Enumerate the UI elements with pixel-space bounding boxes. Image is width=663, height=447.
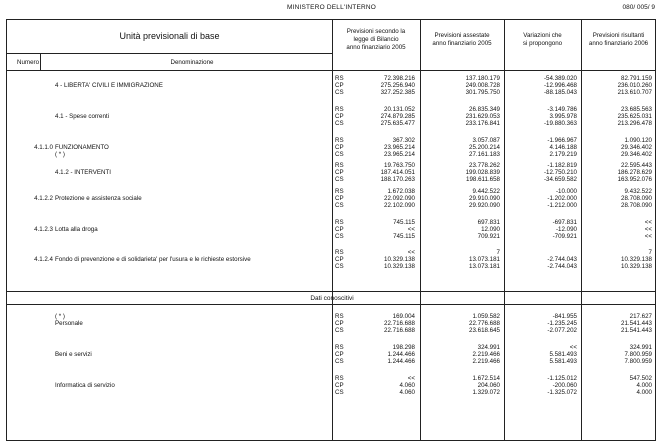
row-type: CS xyxy=(335,151,344,158)
value-cell: -1.202.000 xyxy=(547,195,577,202)
value-cell: 235.625.031 xyxy=(617,113,652,120)
value-cell: 324.991 xyxy=(477,344,500,351)
value-cell: 29.920.090 xyxy=(469,202,500,209)
value-cell: 547.502 xyxy=(629,375,652,382)
row-type: RS xyxy=(335,249,344,256)
row-type: CP xyxy=(335,144,344,151)
value-cell: -709.921 xyxy=(552,233,577,240)
row-type: CS xyxy=(335,89,344,96)
col-header-2: Previsioni assestate anno finanziario 2005 xyxy=(432,32,492,47)
value-cell: << xyxy=(644,233,652,240)
row-denominazione: ( * ) xyxy=(55,151,65,158)
value-cell: 23.618.645 xyxy=(469,327,500,334)
row-type: RS xyxy=(335,344,344,351)
value-cell: 3.057.087 xyxy=(472,137,500,144)
row-type: CP xyxy=(335,226,344,233)
value-cell: 367.302 xyxy=(392,137,415,144)
dati-conoscitivi-title: Dati conoscitivi xyxy=(310,295,354,302)
row-code: 4.1.2.4 xyxy=(34,256,53,263)
value-cell: 21.541.443 xyxy=(621,327,652,334)
value-cell: -1.966.967 xyxy=(547,137,577,144)
value-cell: -1.235.245 xyxy=(547,320,577,327)
value-cell: 22.102.090 xyxy=(384,202,415,209)
value-cell: 19.763.750 xyxy=(384,162,415,169)
value-cell: -34.659.582 xyxy=(543,176,577,183)
row-denominazione: Beni e servizi xyxy=(55,351,92,358)
value-cell: 10.329.138 xyxy=(621,263,652,270)
value-cell: 10.329.138 xyxy=(384,256,415,263)
value-cell: -12.750.210 xyxy=(543,169,577,176)
row-type: RS xyxy=(335,313,344,320)
row-type: CP xyxy=(335,195,344,202)
value-cell: 1.090.120 xyxy=(624,137,652,144)
row-type: CP xyxy=(335,169,344,176)
value-cell: 1.329.072 xyxy=(472,389,500,396)
row-denominazione: 4.1 - Spese correnti xyxy=(55,113,109,120)
value-cell: 324.991 xyxy=(629,344,652,351)
value-cell: -54.389.020 xyxy=(543,75,577,82)
value-cell: -841.955 xyxy=(552,313,577,320)
value-cell: 22.716.688 xyxy=(384,320,415,327)
value-cell: 7.800.959 xyxy=(624,351,652,358)
value-cell: -2.744.043 xyxy=(547,256,577,263)
value-cell: 188.170.263 xyxy=(380,176,415,183)
value-cell: 4.000 xyxy=(636,382,652,389)
value-cell: 2.219.466 xyxy=(472,358,500,365)
value-cell: 28.708.090 xyxy=(621,195,652,202)
value-cell: -12.996.468 xyxy=(543,82,577,89)
value-cell: 137.180.179 xyxy=(465,75,500,82)
value-cell: 22.595.443 xyxy=(621,162,652,169)
value-cell: << xyxy=(407,249,415,256)
value-cell: 72.398.216 xyxy=(384,75,415,82)
row-code: 4.1.1.0 xyxy=(34,144,53,151)
row-type: CP xyxy=(335,256,344,263)
value-cell: -1.212.000 xyxy=(547,202,577,209)
value-cell: -1.182.819 xyxy=(547,162,577,169)
value-cell: 236.010.260 xyxy=(617,82,652,89)
value-cell: 199.028.839 xyxy=(465,169,500,176)
row-denominazione: 4.1.2 - INTERVENTI xyxy=(55,169,111,176)
value-cell: 213.610.707 xyxy=(617,89,652,96)
row-type: CS xyxy=(335,233,344,240)
value-cell: 22.716.688 xyxy=(384,327,415,334)
value-cell: 13.073.181 xyxy=(469,256,500,263)
value-cell: 7 xyxy=(648,249,652,256)
value-cell: 274.879.285 xyxy=(380,113,415,120)
row-denominazione: Protezione e assistenza sociale xyxy=(55,195,142,202)
value-cell: 22.092.090 xyxy=(384,195,415,202)
value-cell: 186.278.629 xyxy=(617,169,652,176)
col-header-3: Variazioni che si propongono xyxy=(522,32,563,47)
denominazione-header: Denominazione xyxy=(170,59,214,66)
value-cell: -1.125.012 xyxy=(547,375,577,382)
col-header-4: Previsioni risultanti anno finanziario 2006 xyxy=(588,32,649,47)
header-bottom-rule xyxy=(7,70,656,71)
row-denominazione: 4 - LIBERTA' CIVILI E IMMIGRAZIONE xyxy=(55,82,163,89)
value-cell: 4.060 xyxy=(399,382,415,389)
value-cell: 25.200.214 xyxy=(469,144,500,151)
row-type: RS xyxy=(335,188,344,195)
row-type: RS xyxy=(335,75,344,82)
value-cell: 249.008.728 xyxy=(465,82,500,89)
numero-divider xyxy=(40,53,41,70)
row-type: RS xyxy=(335,106,344,113)
value-cell: 187.414.051 xyxy=(380,169,415,176)
value-cell: 4.000 xyxy=(636,389,652,396)
value-cell: 26.835.349 xyxy=(469,106,500,113)
value-cell: 745.115 xyxy=(393,233,415,240)
value-cell: 7.800.959 xyxy=(624,358,652,365)
table-title: Unità previsionali di base xyxy=(119,31,220,41)
row-type: CS xyxy=(335,176,344,183)
value-cell: 697.831 xyxy=(477,219,500,226)
value-cell: 217.627 xyxy=(629,313,652,320)
value-cell: -19.880.363 xyxy=(543,120,577,127)
numero-header: Numero xyxy=(17,59,40,66)
row-type: RS xyxy=(335,219,344,226)
value-cell: 163.952.076 xyxy=(617,176,652,183)
row-denominazione: FUNZIONAMENTO xyxy=(55,144,109,151)
value-cell: 213.296.478 xyxy=(617,120,652,127)
value-cell: 275.256.940 xyxy=(380,82,415,89)
row-type: CS xyxy=(335,358,344,365)
value-cell: 23.965.214 xyxy=(384,151,415,158)
row-denominazione: Personale xyxy=(55,320,83,327)
value-cell: << xyxy=(644,226,652,233)
value-cell: 745.115 xyxy=(393,219,415,226)
row-type: CS xyxy=(335,120,344,127)
value-cell: 198.298 xyxy=(392,344,415,351)
value-cell: 12.090 xyxy=(481,226,500,233)
value-cell: 82.791.159 xyxy=(621,75,652,82)
value-cell: << xyxy=(644,219,652,226)
value-cell: 198.611.658 xyxy=(466,176,500,183)
value-cell: 4.060 xyxy=(399,389,415,396)
value-cell: 1.672.514 xyxy=(472,375,500,382)
page-reference: 080/ 005/ 9 xyxy=(622,4,655,11)
row-type: CP xyxy=(335,82,344,89)
row-denominazione: Informatica di servizio xyxy=(55,382,115,389)
row-denominazione: ( * ) xyxy=(55,313,65,320)
value-cell: -2.077.202 xyxy=(547,327,577,334)
value-cell: 5.581.493 xyxy=(549,358,577,365)
value-cell: 27.161.183 xyxy=(469,151,500,158)
value-cell: 28.708.090 xyxy=(621,202,652,209)
value-cell: 204.060 xyxy=(477,382,500,389)
value-cell: 169.004 xyxy=(392,313,415,320)
row-type: CP xyxy=(335,351,344,358)
row-denominazione: Fondo di prevenzione e di solidarieta' per l'usura e le richieste estorsive xyxy=(55,256,251,263)
row-type: RS xyxy=(335,375,344,382)
value-cell: 23.685.563 xyxy=(621,106,652,113)
col-divider xyxy=(332,20,333,441)
value-cell: 9.442.522 xyxy=(472,188,500,195)
value-cell: 231.629.053 xyxy=(465,113,500,120)
value-cell: << xyxy=(407,226,415,233)
section-rule xyxy=(7,291,656,292)
value-cell: 22.776.688 xyxy=(469,320,500,327)
row-denominazione: Lotta alla droga xyxy=(55,226,98,233)
value-cell: 709.921 xyxy=(477,233,500,240)
value-cell: 1.059.582 xyxy=(472,313,500,320)
row-code: 4.1.2.2 xyxy=(34,195,53,202)
section-rule xyxy=(7,304,656,305)
value-cell: 21.541.443 xyxy=(621,320,652,327)
value-cell: -2.744.043 xyxy=(547,263,577,270)
value-cell: 13.073.181 xyxy=(469,263,500,270)
value-cell: 20.131.052 xyxy=(384,106,415,113)
row-type: RS xyxy=(335,162,344,169)
value-cell: 29.346.402 xyxy=(621,151,652,158)
value-cell: 1.244.466 xyxy=(387,351,415,358)
value-cell: 1.244.466 xyxy=(387,358,415,365)
header-rule xyxy=(7,53,332,54)
value-cell: 9.432.522 xyxy=(624,188,652,195)
value-cell: 5.581.493 xyxy=(549,351,577,358)
value-cell: 29.910.090 xyxy=(469,195,500,202)
row-type: CS xyxy=(335,202,344,209)
value-cell: 3.995.978 xyxy=(549,113,577,120)
value-cell: << xyxy=(407,375,415,382)
value-cell: 1.672.038 xyxy=(387,188,415,195)
value-cell: -88.185.043 xyxy=(543,89,577,96)
value-cell: 4.146.188 xyxy=(549,144,577,151)
value-cell: -200.060 xyxy=(552,382,577,389)
value-cell: -10.000 xyxy=(556,188,577,195)
value-cell: 301.795.750 xyxy=(465,89,500,96)
ministry-header: MINISTERO DELL'INTERNO xyxy=(286,4,377,11)
row-type: RS xyxy=(335,137,344,144)
value-cell: -1.325.072 xyxy=(547,389,577,396)
col-divider xyxy=(504,20,505,441)
row-type: CS xyxy=(335,389,344,396)
value-cell: -697.831 xyxy=(552,219,577,226)
value-cell: 275.635.477 xyxy=(380,120,415,127)
row-code: 4.1.2.3 xyxy=(34,226,53,233)
value-cell: 7 xyxy=(496,249,500,256)
value-cell: 23.778.262 xyxy=(469,162,500,169)
value-cell: 10.329.138 xyxy=(621,256,652,263)
value-cell: 2.219.466 xyxy=(472,351,500,358)
row-type: CP xyxy=(335,320,344,327)
row-type: CP xyxy=(335,113,344,120)
value-cell: -12.090 xyxy=(556,226,577,233)
budget-table xyxy=(6,19,656,441)
col-header-1: Previsioni secondo la legge di Bilancio anno finanziario 2005 xyxy=(346,28,406,51)
value-cell: 327.252.385 xyxy=(380,89,415,96)
value-cell: 29.346.402 xyxy=(621,144,652,151)
col-divider xyxy=(420,20,421,441)
value-cell: << xyxy=(569,344,577,351)
value-cell: -3.149.786 xyxy=(547,106,577,113)
row-type: CS xyxy=(335,263,344,270)
value-cell: 233.176.841 xyxy=(465,120,500,127)
value-cell: 23.965.214 xyxy=(384,144,415,151)
row-type: CP xyxy=(335,382,344,389)
value-cell: 10.329.138 xyxy=(384,263,415,270)
row-type: CS xyxy=(335,327,344,334)
value-cell: 2.179.219 xyxy=(549,151,577,158)
